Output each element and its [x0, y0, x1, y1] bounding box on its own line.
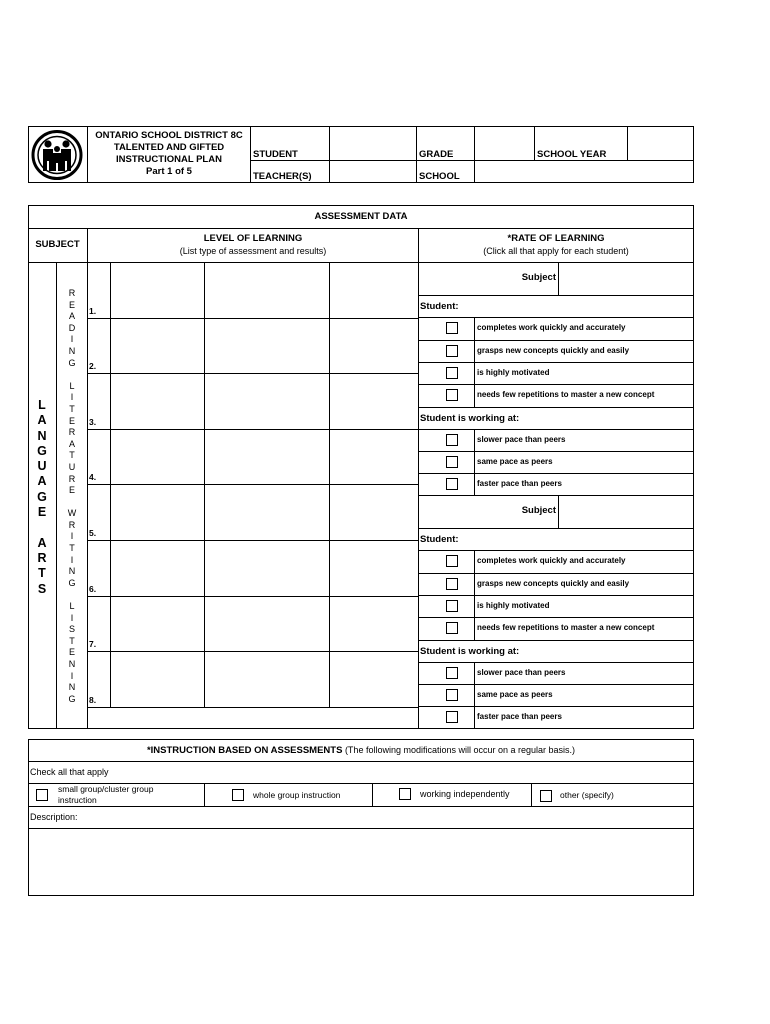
- row-number: 5.: [89, 528, 97, 538]
- district-name: ONTARIO SCHOOL DISTRICT 8C: [95, 130, 243, 141]
- level-of-learning-cell[interactable]: [111, 652, 204, 706]
- skills-letter: N: [68, 682, 76, 693]
- whole-group-checkbox[interactable]: [232, 789, 244, 801]
- rate-row-divider: [418, 662, 694, 663]
- level-of-learning-cell[interactable]: [205, 485, 329, 539]
- subject-letter: G: [37, 443, 47, 458]
- level-of-learning-cell[interactable]: [111, 319, 204, 372]
- rate-item-checkbox[interactable]: [446, 322, 458, 334]
- level-of-learning-cell[interactable]: [205, 597, 329, 650]
- level-of-learning-cell[interactable]: [111, 263, 204, 317]
- rate-row-divider: [418, 617, 694, 618]
- pace-label: faster pace than peers: [477, 479, 562, 488]
- row-number: 6.: [89, 584, 97, 594]
- level-of-learning-cell[interactable]: [205, 541, 329, 595]
- row-number: 8.: [89, 695, 97, 705]
- rate-col-divider: [474, 595, 475, 617]
- subject-letter: L: [38, 398, 46, 412]
- whole-group-label: whole group instruction: [253, 790, 341, 800]
- skills-letter: N: [68, 345, 76, 356]
- row-number: 7.: [89, 639, 97, 649]
- rate-item-checkbox[interactable]: [446, 622, 458, 634]
- pace-label: slower pace than peers: [477, 435, 566, 444]
- subject-letter: R: [37, 550, 47, 565]
- skills-letter: I: [70, 554, 74, 565]
- pace-label: slower pace than peers: [477, 668, 566, 677]
- rate-col-divider: [558, 495, 559, 528]
- small-group-label-line2: instruction: [58, 795, 97, 805]
- skills-letter: R: [68, 473, 76, 484]
- subject-letter: A: [37, 413, 47, 428]
- school-year-field[interactable]: [629, 128, 692, 159]
- family-logo-icon: [31, 130, 83, 180]
- skills-vertical-text: [57, 288, 87, 705]
- rate-row-divider: [418, 550, 694, 551]
- skills-letter: A: [68, 311, 75, 322]
- pace-label: faster pace than peers: [477, 712, 562, 721]
- skills-letter: E: [68, 485, 75, 496]
- pace-label: same pace as peers: [477, 690, 553, 699]
- part-label: Part 1 of 5: [146, 166, 192, 177]
- subject-letter: E: [37, 505, 47, 520]
- rate-item-checkbox[interactable]: [446, 578, 458, 590]
- rate-item-label: needs few repetitions to master a new concept: [477, 390, 655, 399]
- subject-letter: T: [38, 566, 46, 581]
- row-number: 4.: [89, 472, 97, 482]
- plan-title-line2: INSTRUCTIONAL PLAN: [116, 154, 222, 165]
- level-of-learning-cell[interactable]: [111, 597, 204, 650]
- rate-row-divider: [418, 595, 694, 596]
- rate-row-divider: [418, 684, 694, 685]
- level-of-learning-cell[interactable]: [205, 263, 329, 317]
- skills-letter: T: [69, 403, 75, 414]
- rate-row-divider: [418, 317, 694, 318]
- level-of-learning-cell[interactable]: [330, 263, 418, 317]
- rate-item-label: completes work quickly and accurately: [477, 323, 626, 332]
- rate-col-divider: [474, 362, 475, 384]
- rate-item-checkbox[interactable]: [446, 555, 458, 567]
- level-of-learning-cell[interactable]: [330, 652, 418, 706]
- rate-row-divider: [418, 429, 694, 430]
- rate-col-divider: [474, 706, 475, 728]
- level-of-learning-cell[interactable]: [205, 430, 329, 483]
- skills-letter: R: [68, 519, 76, 530]
- level-of-learning-cell[interactable]: [330, 485, 418, 539]
- skills-letter: [71, 589, 74, 601]
- subject-letter: A: [37, 474, 47, 489]
- row-number: 1.: [89, 306, 97, 316]
- skills-letter: A: [68, 438, 75, 449]
- pace-checkbox[interactable]: [446, 667, 458, 679]
- rate-subject-field[interactable]: [560, 497, 692, 527]
- instruction-title: [28, 746, 694, 756]
- school-year-label: SCHOOL YEAR: [537, 149, 607, 160]
- subject-letter: U: [37, 459, 47, 474]
- rate-item-label: is highly motivated: [477, 601, 550, 610]
- rate-row-divider: [418, 640, 694, 641]
- rate-row-divider: [418, 362, 694, 363]
- rate-subject-label: Subject: [521, 272, 556, 283]
- skills-letter: S: [68, 624, 75, 635]
- skills-letter: E: [68, 647, 75, 658]
- skills-letter: T: [69, 635, 75, 646]
- teachers-field[interactable]: [331, 162, 415, 181]
- rate-col-divider: [474, 473, 475, 495]
- rate-subject-field[interactable]: [560, 264, 692, 294]
- working-independently-label: working independently: [420, 789, 510, 799]
- assessment-title: ASSESSMENT DATA: [314, 211, 408, 222]
- row-number: 2.: [89, 361, 97, 371]
- rate-col-divider: [558, 262, 559, 295]
- subject-header: SUBJECT: [35, 239, 80, 250]
- rate-col-divider: [474, 573, 475, 595]
- description-label: Description:: [30, 812, 78, 822]
- instruction-title-bold: *INSTRUCTION BASED ON ASSESSMENTS: [146, 745, 343, 756]
- check-all-label: Check all that apply: [30, 767, 109, 777]
- level-of-learning-cell[interactable]: [330, 430, 418, 483]
- skills-letter: R: [68, 427, 76, 438]
- level-of-learning-cell[interactable]: [205, 652, 329, 706]
- skills-letter: I: [70, 612, 74, 623]
- skills-letter: [71, 369, 74, 381]
- pace-checkbox[interactable]: [446, 711, 458, 723]
- skills-letter: I: [70, 334, 74, 345]
- rate-row-divider: [418, 473, 694, 474]
- rate-student-label: Student:: [420, 534, 459, 545]
- description-field[interactable]: [30, 830, 692, 894]
- rate-col-divider: [474, 550, 475, 573]
- skills-letter: E: [68, 415, 75, 426]
- rate-item-checkbox[interactable]: [446, 389, 458, 401]
- rate-row-divider: [418, 340, 694, 341]
- level-of-learning-cell[interactable]: [111, 430, 204, 483]
- skills-letter: I: [70, 392, 74, 403]
- rate-row-divider: [418, 451, 694, 452]
- skills-letter: L: [69, 380, 75, 391]
- level-of-learning-header: LEVEL OF LEARNING: [203, 233, 303, 244]
- pace-checkbox[interactable]: [446, 456, 458, 468]
- skills-letter: G: [68, 693, 76, 704]
- level-of-learning-cell[interactable]: [330, 319, 418, 372]
- rate-subject-label: Subject: [521, 505, 556, 516]
- working-at-label: Student is working at:: [420, 413, 520, 424]
- level-of-learning-subheader: (List type of assessment and results): [179, 246, 327, 256]
- rate-item-checkbox[interactable]: [446, 367, 458, 379]
- level-of-learning-cell[interactable]: [111, 541, 204, 595]
- pace-checkbox[interactable]: [446, 689, 458, 701]
- skills-letter: W: [67, 508, 77, 519]
- level-of-learning-cell[interactable]: [205, 374, 329, 428]
- plan-title-line1: TALENTED AND GIFTED: [113, 142, 225, 153]
- level-of-learning-cell[interactable]: [330, 374, 418, 428]
- rate-item-label: is highly motivated: [477, 368, 550, 377]
- working-at-label: Student is working at:: [420, 646, 520, 657]
- subject-vertical-text: [28, 398, 56, 597]
- rate-row-divider: [418, 407, 694, 408]
- subject-letter: S: [37, 581, 47, 596]
- small-group-label-line1: small group/cluster group: [58, 784, 154, 794]
- skills-letter: G: [68, 357, 76, 368]
- rate-student-label: Student:: [420, 301, 459, 312]
- rate-item-checkbox[interactable]: [446, 345, 458, 357]
- subject-letter: G: [37, 489, 47, 504]
- rate-item-label: needs few repetitions to master a new concept: [477, 623, 655, 632]
- skills-letter: [71, 497, 74, 509]
- rate-row-divider: [418, 295, 694, 296]
- rate-of-learning-subheader: (Click all that apply for each student): [483, 246, 629, 256]
- school-field[interactable]: [476, 162, 692, 181]
- rate-col-divider: [474, 684, 475, 706]
- rate-col-divider: [474, 340, 475, 362]
- other-specify-label: other (specify): [560, 790, 614, 800]
- rate-of-learning-header: *RATE OF LEARNING: [507, 233, 605, 244]
- level-of-learning-cell[interactable]: [205, 319, 329, 372]
- rate-col-divider: [474, 451, 475, 473]
- rate-row-divider: [418, 384, 694, 385]
- level-of-learning-cell[interactable]: [330, 597, 418, 650]
- skills-letter: U: [68, 461, 76, 472]
- level-of-learning-cell[interactable]: [111, 485, 204, 539]
- skills-letter: N: [68, 566, 76, 577]
- rate-col-divider: [474, 384, 475, 407]
- rate-item-checkbox[interactable]: [446, 600, 458, 612]
- other-specify-checkbox[interactable]: [540, 790, 552, 802]
- rate-col-divider: [474, 429, 475, 451]
- pace-checkbox[interactable]: [446, 434, 458, 446]
- rate-row-divider: [418, 528, 694, 529]
- small-group-checkbox[interactable]: [36, 789, 48, 801]
- student-label: STUDENT: [253, 149, 298, 160]
- row-number: 3.: [89, 417, 97, 427]
- skills-letter: L: [69, 601, 75, 612]
- skills-letter: T: [69, 543, 75, 554]
- subject-letter: A: [37, 535, 47, 550]
- rate-col-divider: [474, 662, 475, 684]
- instruction-title-rest: (The following modifications will occur on a regular basis.): [342, 745, 576, 755]
- skills-letter: I: [70, 670, 74, 681]
- student-field[interactable]: [331, 128, 415, 159]
- skills-letter: N: [68, 659, 76, 669]
- rate-col-divider: [474, 617, 475, 640]
- skills-letter: T: [69, 450, 75, 461]
- school-label: SCHOOL: [419, 171, 460, 182]
- rate-row-divider: [418, 573, 694, 574]
- teachers-label: TEACHER(S): [253, 171, 312, 182]
- skills-letter: I: [70, 531, 74, 542]
- rate-item-label: grasps new concepts quickly and easily: [477, 579, 630, 588]
- grade-field[interactable]: [476, 128, 533, 159]
- working-independently-checkbox[interactable]: [399, 788, 411, 800]
- rate-row-divider: [418, 495, 694, 496]
- skills-letter: R: [68, 288, 76, 298]
- pace-label: same pace as peers: [477, 457, 553, 466]
- rate-row-divider: [418, 706, 694, 707]
- rate-col-divider: [474, 317, 475, 340]
- subject-letter: [40, 520, 43, 535]
- level-of-learning-cell[interactable]: [111, 374, 204, 428]
- rate-item-label: completes work quickly and accurately: [477, 556, 626, 565]
- skills-letter: E: [68, 299, 75, 310]
- level-of-learning-cell[interactable]: [330, 541, 418, 595]
- grade-label: GRADE: [419, 149, 454, 160]
- rate-item-label: grasps new concepts quickly and easily: [477, 346, 630, 355]
- skills-letter: G: [68, 577, 76, 588]
- subject-letter: N: [37, 428, 47, 443]
- skills-letter: D: [68, 322, 76, 333]
- pace-checkbox[interactable]: [446, 478, 458, 490]
